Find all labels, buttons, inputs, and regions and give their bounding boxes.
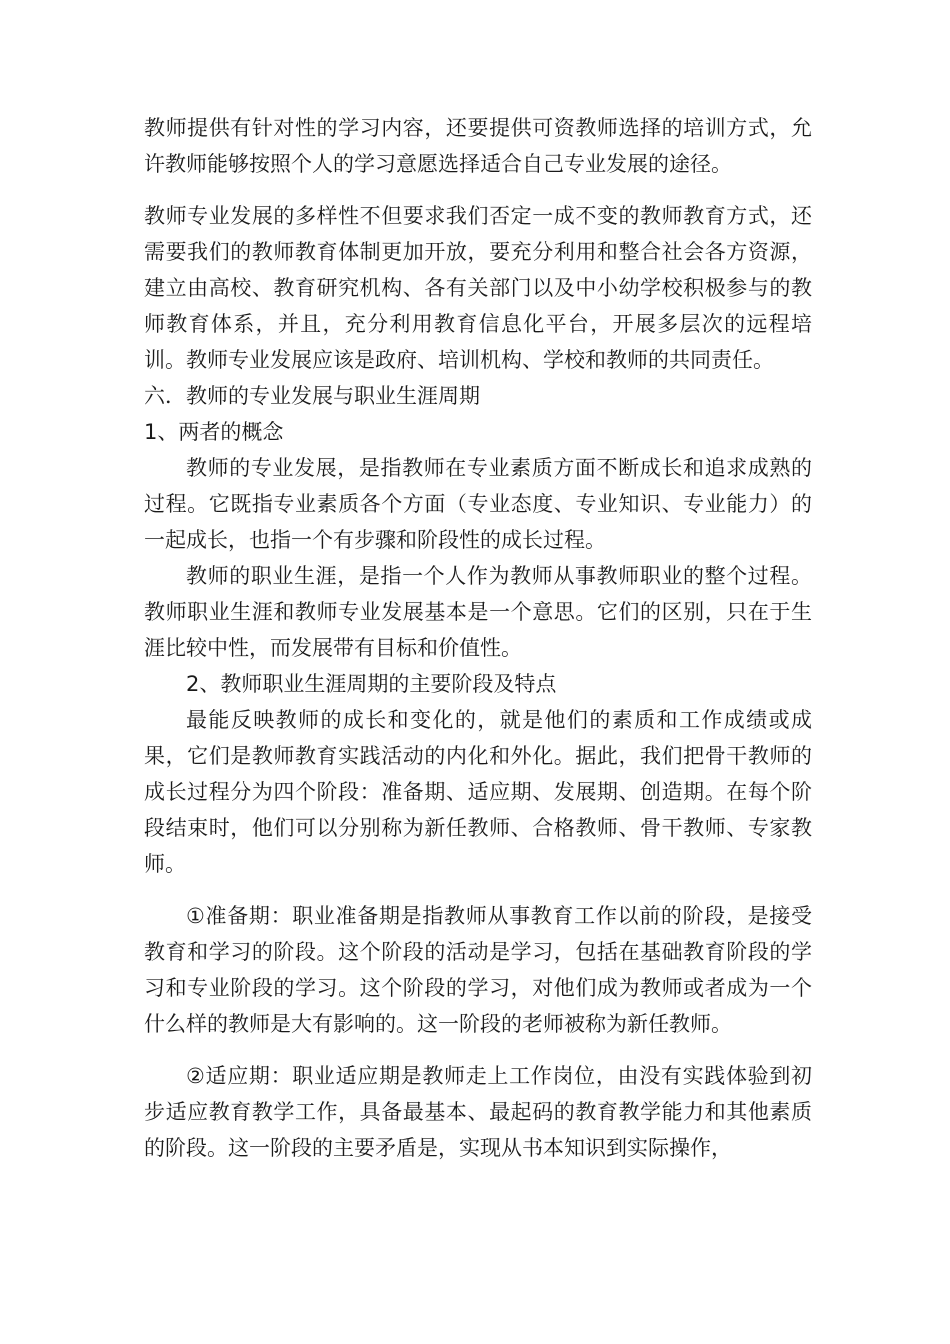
paragraph-diversity: 教师专业发展的多样性不但要求我们否定一成不变的教师教育方式，还需要我们的教师教育体制更加开放，要充分利用和整合社会各方资源，建立由高校、教育研究机构、各有关部门以及中小幼学校积极参与的教师教育体系，并且，充分利用教育信息化平台，开展多层次的远程培训。教师专业发展应该是政府、培训机构、学校和教师的共同责任。	[144, 204, 812, 372]
sub-heading-concepts: 1、两者的概念	[144, 420, 284, 444]
paragraph-stage-adaptation: ②适应期：职业适应期是教师走上工作岗位，由没有实践体验到初步适应教育教学工作，具备最基本、最起码的教育教学能力和其他素质的阶段。这一阶段的主要矛盾是，实现从书本知识到实际操作，	[144, 1064, 812, 1160]
paragraph-stage-intro: 最能反映教师的成长和变化的，就是他们的素质和工作成绩或成果，它们是教师教育实践活动的内化和外化。据此，我们把骨干教师的成长过程分为四个阶段：准备期、适应期、发展期、创造期。在每个阶段结束时，他们可以分别称为新任教师、合格教师、骨干教师、专家教师。	[144, 708, 812, 876]
sub-heading-career-stages: 2、教师职业生涯周期的主要阶段及特点	[186, 672, 557, 696]
paragraph-professional-development: 教师的专业发展，是指教师在专业素质方面不断成长和追求成熟的过程。它既指专业素质各个方面（专业态度、专业知识、专业能力）的一起成长，也指一个有步骤和阶段性的成长过程。	[144, 456, 812, 552]
section-heading: 六．教师的专业发展与职业生涯周期	[144, 384, 480, 408]
paragraph-career: 教师的职业生涯，是指一个人作为教师从事教师职业的整个过程。教师职业生涯和教师专业发展基本是一个意思。它们的区别，只在于生涯比较中性，而发展带有目标和价值性。	[144, 564, 812, 660]
paragraph-training-options: 教师提供有针对性的学习内容，还要提供可资教师选择的培训方式，允许教师能够按照个人的学习意愿选择适合自己专业发展的途径。	[144, 116, 812, 176]
paragraph-stage-preparation: ①准备期：职业准备期是指教师从事教育工作以前的阶段，是接受教育和学习的阶段。这个阶段的活动是学习，包括在基础教育阶段的学习和专业阶段的学习。这个阶段的学习，对他们成为教师或者成为一个什么样的教师是大有影响的。这一阶段的老师被称为新任教师。	[144, 904, 812, 1036]
document-body	[144, 110, 812, 1166]
